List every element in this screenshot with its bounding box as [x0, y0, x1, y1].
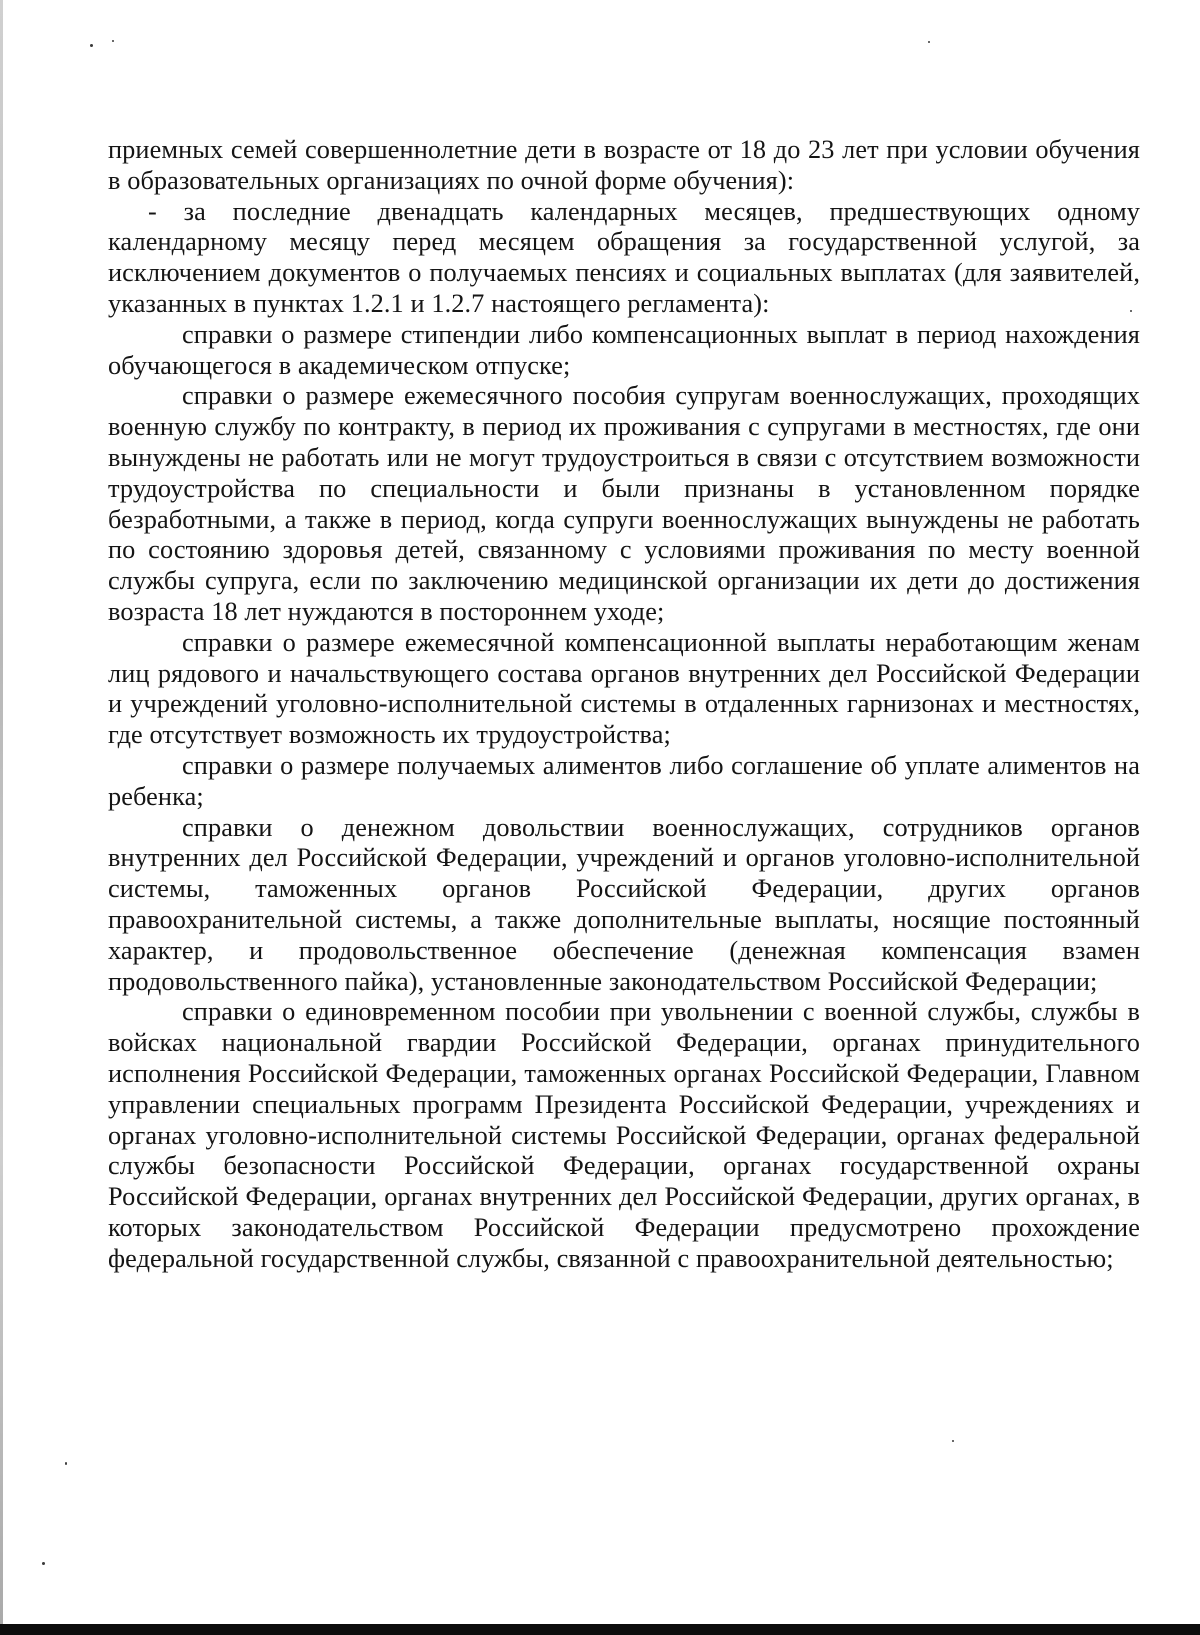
paragraph-alimony-certificates: справки о размере получаемых алиментов либо соглашение об уплате алиментов на ребенка; [108, 750, 1140, 811]
scan-speck [952, 1440, 954, 1442]
paragraph-military-spouse-allowance: справки о размере ежемесячного пособия супругам военнослужащих, проходящих военную службу по контракту, в период их проживания с супругами в местностях, где они вынуждены не работать или не могут трудоустроиться в связи с отсутствием возможности трудоустройства по специальности и были признаны в установленном порядке безработными, а также в период, когда супруги военнослужащих вынуждены не работать по состоянию здоровья детей, связанному с условиями проживания по месту военной службы супруга, если по заключению медицинской организации их дети до достижения возраста 18 лет нуждаются в постороннем уходе; [108, 381, 1140, 626]
scan-speck [112, 40, 114, 42]
paragraph-pay-allowance-certificates: справки о денежном довольствии военнослужащих, сотрудников органов внутренних дел Российской Федерации, учреждений и органов уголовно-исполнительной системы, таможенных органов Российской Федерации, других органов правоохранительной системы, а также дополнительные выплаты, носящие постоянный характер, и продовольственное обеспечение (денежная компенсация взамен продовольственного пайка), установленные законодательством Российской Федерации; [108, 812, 1140, 996]
paragraph-severance-benefit-certificates: справки о единовременном пособии при увольнении с военной службы, службы в войсках национальной гвардии Российской Федерации, органах принудительного исполнения Российской Федерации, таможенных органах Российской Федерации, Главном управлении специальных программ Президента Российской Федерации, учреждениях и органах уголовно-исполнительной системы Российской Федерации, органах федеральной службы безопасности Российской Федерации, органах государственной охраны Российской Федерации, органах внутренних дел Российской Федерации, других органах, в которых законодательством Российской Федерации предусмотрено прохождение федеральной государственной службы, связанной с правоохранительной деятельностью; [108, 997, 1140, 1273]
scan-speck [928, 41, 930, 43]
scan-speck [90, 44, 93, 47]
scan-speck [42, 1562, 45, 1565]
paragraph-compensation-to-wives: справки о размере ежемесячной компенсационной выплаты неработающим женам лиц рядового и начальствующего состава органов внутренних дел Российской Федерации и учреждений уголовно-исполнительной системы в отдаленных гарнизонах и местностях, где отсутствует возможность их трудоустройства; [108, 627, 1140, 750]
scan-left-edge [0, 0, 3, 1635]
paragraph-family-members-continuation: приемных семей совершеннолетние дети в возрасте от 18 до 23 лет при условии обучения в образовательных организациях по очной форме обучения): [108, 135, 1140, 195]
paragraph-scholarship-certificates: справки о размере стипендии либо компенсационных выплат в период нахождения обучающегося в академическом отпуске; [108, 319, 1140, 380]
scan-bottom-edge [0, 1624, 1200, 1635]
paragraph-twelve-months-clause: - за последние двенадцать календарных месяцев, предшествующих одному календарному месяцу перед месяцем обращения за государственной услугой, за исключением документов о получаемых пенсиях и социальных выплатах (для заявителей, указанных в пунктах 1.2.1 и 1.2.7 настоящего регламента): [108, 196, 1140, 318]
document-body [108, 135, 1140, 1274]
scan-speck [65, 1462, 67, 1465]
